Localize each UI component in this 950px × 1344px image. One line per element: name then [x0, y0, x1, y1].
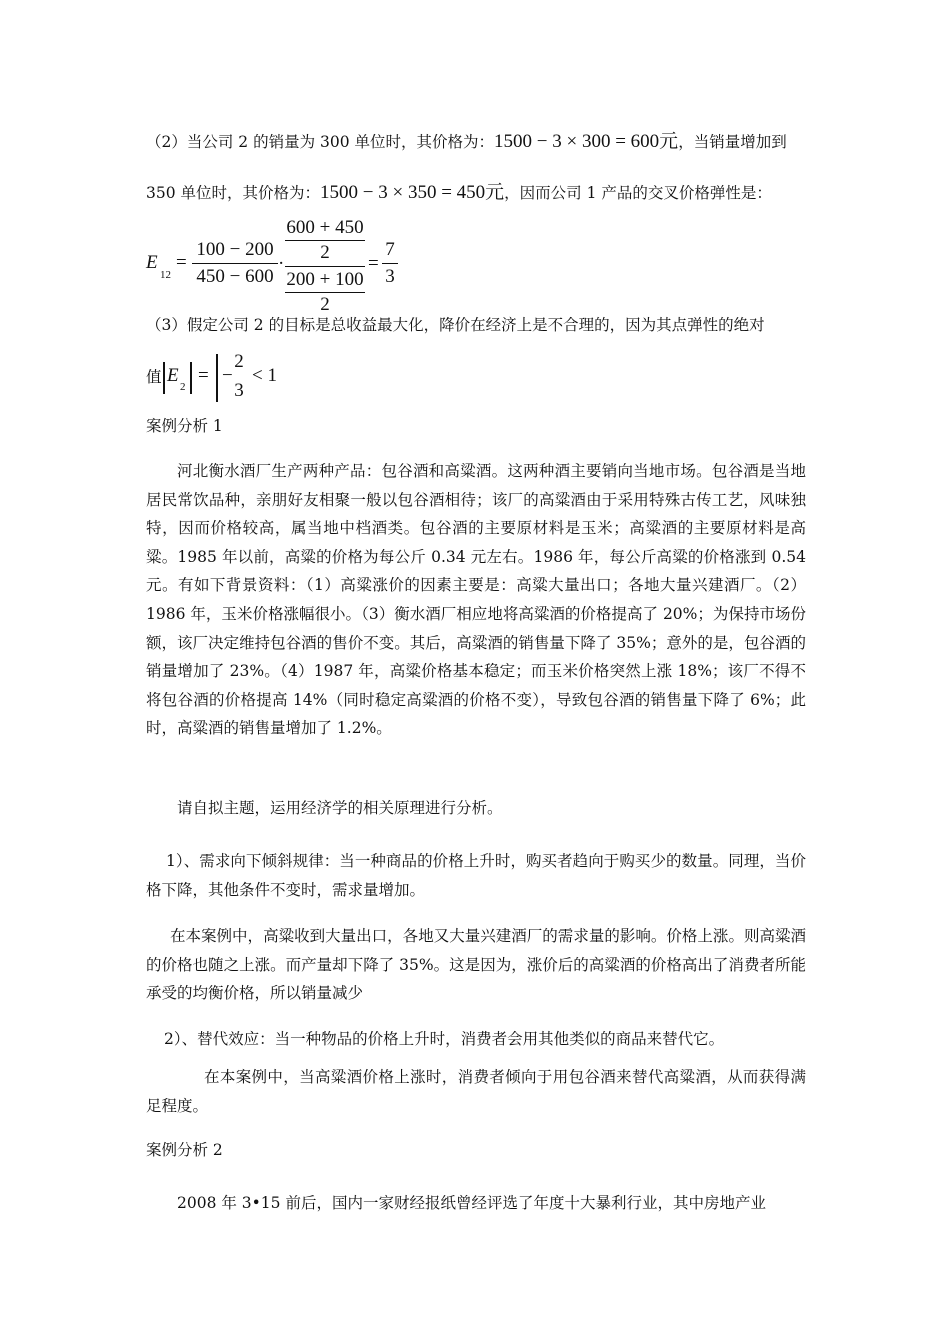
fraction-a [192, 240, 278, 286]
case2-body-start: 2008 年 3•15 前后，国内一家财经报纸曾经评选了年度十大暴利行业，其中房地产业 [177, 1194, 766, 1212]
section2-line2 [146, 183, 772, 202]
big-num-top: 600 + 450 [286, 217, 364, 238]
formula-lhs-sub: 12 [160, 269, 171, 281]
big-num-bar [285, 240, 365, 241]
abs-frac-den: 3 [234, 380, 244, 401]
abs-symbol: E [167, 365, 179, 386]
abs-minus: − [222, 365, 233, 386]
section3-prefix: 值 [146, 368, 162, 386]
case1-heading: 案例分析 1 [146, 417, 223, 435]
case1-prompt: 请自拟主题，运用经济学的相关原理进行分析。 [177, 799, 503, 817]
section2-line1 [146, 132, 787, 151]
fraction-result [382, 240, 398, 286]
formula-eq2: = [368, 253, 379, 274]
section3-line1: （3）假定公司 2 的目标是总收益最大化，降价在经济上是不合理的，因为其点弹性的绝对 [146, 316, 765, 334]
big-den-bottom: 2 [320, 294, 330, 315]
fraction-big [285, 218, 365, 314]
section2-line1-tail: ，当销量增加到 [678, 133, 787, 151]
fraction-a-denominator: 450 − 600 [196, 266, 274, 287]
section2-line2-tail: ，因而公司 1 产品的交叉价格弹性是： [504, 184, 772, 202]
case1-point2-case: 在本案例中，当高粱酒价格上涨时，消费者倾向于用包谷酒来替代高粱酒，从而获得满足程度。 [146, 1068, 806, 1115]
abs-eq: = [198, 365, 209, 386]
fraction-a-numerator: 100 − 200 [196, 239, 274, 260]
price-formula-300: 1500 − 3 × 300 = 600元 [494, 131, 679, 152]
big-den-top: 200 + 100 [286, 269, 364, 290]
abs-fraction [232, 352, 246, 400]
result-numerator: 7 [385, 239, 395, 260]
section2-line1-text: （2）当公司 2 的销量为 300 单位时，其价格为： [146, 133, 495, 151]
case2-heading: 案例分析 2 [146, 1141, 223, 1159]
case1-body: 河北衡水酒厂生产两种产品：包谷酒和高粱酒。这两种酒主要销向当地市场。包谷酒是当地居民常饮品种，亲朋好友相聚一般以包谷酒相待；该厂的高粱酒由于采用特殊古传工艺，风味独特，因而价格较高，属当地中档酒类。包谷酒的主要原材料是玉米；高粱酒的主要原材料是高粱。1985 年以前，高粱的价格为每公斤 0.34 元左右。1986 年，每公斤高粱的价格涨到 0.54 元。有如下背景资料：（1）高粱涨价的因素主要是：高粱大量出口；各地大量兴建酒厂。（2）1986 年，玉米价格涨幅很小。（3）衡水酒厂相应地将高粱酒的价格提高了 20%；为保持市场份额，该厂决定维持包谷酒的售价不变。其后，高粱酒的销售量下降了 35%；意外的是，包谷酒的销量增加了 23%。（4）1987 年，高粱价格基本稳定；而玉米价格突然上涨 18%；该厂不得不将包谷酒的价格提高 14%（同时稳定高粱酒的价格不变），导致包谷酒的销售量下降了 6%；此时，高粱酒的销售量增加了 1.2%。 [146, 462, 806, 738]
fraction-a-bar [192, 263, 278, 264]
case1-point2: 2）、替代效应：当一种物品的价格上升时，消费者会用其他类似的商品来替代它。 [164, 1030, 725, 1048]
big-den-bar [285, 292, 365, 293]
price-formula-350: 1500 − 3 × 350 = 450元 [320, 182, 505, 203]
case1-point1-case: 在本案例中，高粱收到大量出口，各地又大量兴建酒厂的需求量的影响。价格上涨。则高粱酒的价格也随之上涨。而产量却下降了 35%。这是因为，涨价后的高粱酒的价格高出了消费者所能承受的均衡价格，所以销量减少 [146, 927, 806, 1003]
abs-sub: 2 [180, 381, 186, 393]
big-main-bar [285, 266, 365, 267]
abs-bar-value [216, 354, 218, 402]
result-denominator: 3 [385, 266, 395, 287]
abs-frac-num: 2 [234, 351, 244, 372]
abs-bar-left [163, 362, 165, 394]
abs-lt: < 1 [252, 365, 277, 386]
formula-dot: · [278, 253, 285, 274]
abs-bar-right [190, 362, 192, 394]
section2-line2-text: 350 单位时，其价格为： [146, 184, 321, 202]
result-bar [382, 263, 398, 264]
big-num-bottom: 2 [320, 242, 330, 263]
formula-eq1: = [176, 252, 187, 273]
case1-point1: 1）、需求向下倾斜规律：当一种商品的价格上升时，购买者趋向于购买少的数量。同理，当价格下降，其他条件不变时，需求量增加。 [146, 852, 806, 899]
formula-lhs-symbol: E [146, 252, 158, 273]
